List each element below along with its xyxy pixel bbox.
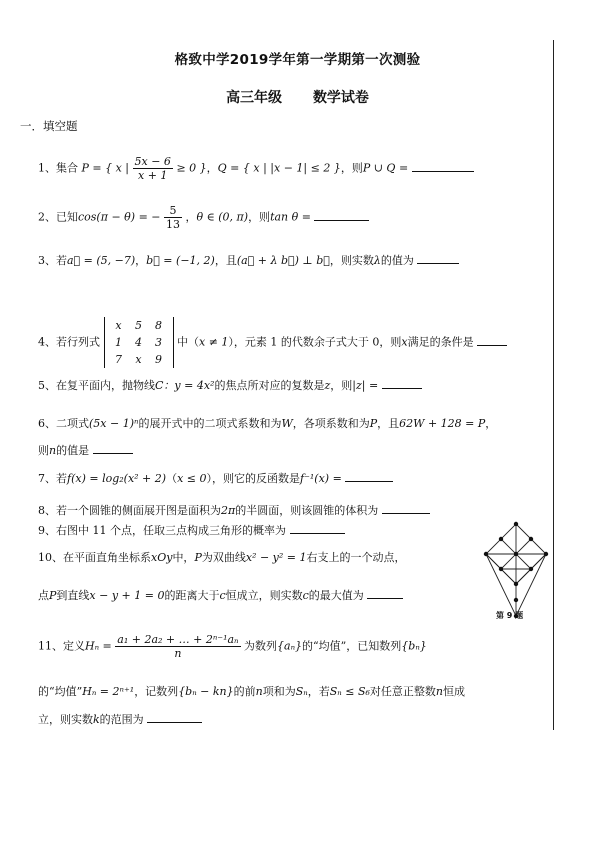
figure-point (529, 567, 533, 571)
question-text: 恒成立，则实数 (225, 589, 303, 602)
question-text: 在平面直角坐标系 (63, 551, 151, 564)
question-number: 7、 (38, 472, 56, 485)
question-text: ），则它的反函数是 (206, 472, 300, 485)
question-text: 为数列 (244, 639, 278, 653)
question-text: ，若 (307, 685, 330, 698)
figure-point (499, 567, 503, 571)
question-number: 9、 (38, 524, 56, 537)
figure-point (499, 537, 503, 541)
question-text: 立，则实数 (38, 713, 93, 726)
question-text: 项和为 (262, 685, 296, 698)
answer-blank[interactable] (290, 523, 345, 534)
question-number: 6、 (38, 417, 56, 430)
question-number: 4、 (38, 335, 56, 349)
question-text: 的焦点所对应的复数是 (214, 379, 325, 392)
question-text: 若 (56, 472, 67, 485)
math-expression: xOy (151, 551, 173, 564)
question-11-line-3 (38, 711, 202, 727)
answer-blank[interactable] (367, 588, 403, 599)
figure-point (544, 552, 548, 556)
math-expression: {bₙ} (401, 639, 427, 653)
math-expression: ≥ 0 } (176, 161, 207, 175)
question-text: ， (185, 210, 197, 224)
question-text: 到直线 (56, 589, 90, 602)
math-expression: θ ∈ (0, π) (196, 210, 249, 224)
fraction (133, 155, 173, 182)
math-expression: Hₙ = 2ⁿ⁺¹ (82, 685, 135, 698)
math-symbol: k (93, 713, 100, 726)
math-expression: x² − y² = 1 (245, 551, 307, 564)
math-expression: Sₙ ≤ S₆ (329, 685, 370, 698)
det-cell: 4 (135, 336, 142, 349)
question-text: 集合 (56, 161, 78, 175)
answer-blank[interactable] (382, 503, 430, 514)
math-expression: x − y + 1 = 0 (89, 589, 165, 602)
question-text: ，则 (330, 379, 353, 392)
det-cell: 8 (155, 319, 162, 332)
math-symbol: Sₙ (295, 685, 308, 698)
math-symbol: z (324, 379, 331, 392)
det-cell: x (135, 353, 142, 366)
question-text: 对任意正整数 (369, 685, 436, 698)
answer-blank[interactable] (147, 712, 202, 723)
figure-point (514, 598, 518, 602)
math-symbol: P (194, 551, 202, 564)
question-number: 1、 (38, 161, 56, 175)
question-text: 则 (38, 444, 49, 457)
math-expression: f⁻¹(x) = (300, 472, 342, 485)
question-11 (38, 633, 427, 660)
margin-rule (553, 40, 554, 730)
question-text: 的展开式中的二项式系数和为 (138, 417, 282, 430)
question-text: 右支上的一个动点， (306, 551, 406, 564)
question-text: ， (206, 161, 218, 175)
question-text: 为双曲线 (201, 551, 246, 564)
math-expression: C：y = 4x² (155, 379, 215, 392)
question-text: （ (166, 472, 178, 485)
math-expression: |z| = (352, 379, 379, 392)
question-number: 11、 (38, 639, 63, 653)
math-expression: b⃗ = (−1, 2) (146, 254, 215, 267)
math-expression: x ≤ 0 (177, 472, 207, 485)
det-cell: x (115, 319, 122, 332)
math-expression: (5x − 1)ⁿ (89, 417, 139, 430)
question-text: 满足的条件是 (407, 335, 474, 349)
question-text: 若 (56, 254, 67, 267)
question-text: 已知 (56, 210, 78, 224)
question-7 (38, 470, 393, 486)
answer-blank[interactable] (345, 471, 393, 482)
answer-blank[interactable] (477, 335, 507, 346)
math-expression: x ≠ 1 (199, 335, 229, 349)
exam-title: 格致中学2019学年第一学期第一次测验 (174, 52, 421, 68)
math-symbol: n (435, 685, 443, 698)
math-symbol: c (302, 589, 309, 602)
fraction-denominator: x + 1 (138, 169, 168, 182)
question-number: 10、 (38, 551, 63, 564)
math-expression: Q = { x | |x − 1| ≤ 2 } (217, 161, 341, 175)
figure-point (514, 522, 518, 526)
question-text: ，则实数 (329, 254, 374, 267)
question-6 (38, 415, 496, 431)
answer-blank[interactable] (314, 210, 369, 221)
question-text: ，且 (377, 417, 400, 430)
fraction-denominator: 13 (166, 218, 180, 231)
question-5 (38, 377, 422, 393)
question-text: ， (485, 417, 497, 430)
exam-subtitle (0, 87, 595, 107)
section-heading: 一．填空题 (20, 119, 78, 133)
answer-blank[interactable] (93, 443, 133, 454)
math-symbol: n (255, 685, 263, 698)
answer-blank[interactable] (382, 378, 422, 389)
answer-blank[interactable] (417, 253, 459, 264)
question-number: 5、 (38, 379, 56, 392)
det-cell: 9 (155, 353, 162, 366)
question-8 (38, 502, 430, 518)
question-text: ，记数列 (134, 685, 179, 698)
math-symbol: λ (373, 254, 381, 267)
triangle-points-figure (480, 518, 552, 624)
math-expression: a⃗ = (5, −7) (67, 254, 136, 267)
math-symbol: x (401, 335, 408, 349)
question-text: 的距离大于 (164, 589, 220, 602)
math-expression: f(x) = log₂(x² + 2) (67, 472, 167, 485)
fraction (115, 633, 240, 660)
question-3 (38, 252, 459, 268)
figure-point (514, 552, 518, 556)
answer-blank[interactable] (412, 161, 474, 172)
math-expression: {bₙ − kn} (178, 685, 234, 698)
question-text: 在复平面内，抛物线 (56, 379, 155, 392)
figure-point (514, 582, 518, 586)
question-10 (38, 549, 406, 565)
fraction-denominator: n (174, 647, 182, 660)
question-number: 3、 (38, 254, 56, 267)
math-expression: 2π (221, 504, 236, 517)
math-symbol: P (49, 589, 57, 602)
question-1 (38, 155, 474, 182)
question-10-line-2 (38, 587, 403, 603)
question-text: 的“均值” (38, 685, 83, 698)
fraction-numerator: 5x − 6 (134, 155, 171, 168)
question-text: 若一个圆锥的侧面展开图是面积为 (56, 504, 221, 517)
question-text: 二项式 (56, 417, 89, 430)
question-6-line-2 (38, 442, 133, 458)
question-text: 的值为 (380, 254, 414, 267)
question-text: 的值是 (56, 444, 90, 457)
math-expression: Hₙ = (85, 639, 112, 653)
figure-point (529, 537, 533, 541)
determinant (104, 317, 174, 368)
question-text: 右图中 11 个点，任取三点构成三角形的概率为 (56, 524, 286, 537)
question-text: 中（ (177, 335, 199, 349)
subject-label: 数学试卷 (312, 90, 369, 106)
question-number: 2、 (38, 210, 56, 224)
question-2 (38, 204, 369, 231)
math-expression: P = { x | (81, 161, 133, 175)
question-text: 的半圆面，则该圆锥的体积为 (235, 504, 379, 517)
math-expression: cos(π − θ) = − (78, 210, 161, 224)
question-text: ，则 (248, 210, 271, 224)
question-text: ，则 (340, 161, 363, 175)
question-text: 点 (38, 589, 49, 602)
question-text: ， (135, 254, 147, 267)
question-text: ，各项系数和为 (292, 417, 370, 430)
question-number: 8、 (38, 504, 56, 517)
question-text: 中， (172, 551, 195, 564)
figure-point (484, 552, 488, 556)
question-text: 的最大值为 (308, 589, 364, 602)
question-text: 恒成 (443, 685, 465, 698)
grade-label: 高三年级 (226, 90, 283, 106)
math-expression: P ∪ Q = (362, 161, 409, 175)
fraction (164, 204, 182, 231)
question-9 (38, 522, 345, 538)
figure-lines (486, 524, 546, 616)
question-text: 的范围为 (99, 713, 144, 726)
math-expression: {aₙ} (277, 639, 303, 653)
fraction-numerator: 5 (164, 204, 182, 218)
det-cell: 7 (115, 353, 122, 366)
question-text: 的前 (233, 685, 256, 698)
question-text: ，且 (214, 254, 237, 267)
math-symbol: c (219, 589, 226, 602)
question-text: 若行列式 (56, 335, 100, 349)
det-cell: 3 (155, 336, 162, 349)
question-text: 定义 (63, 639, 85, 653)
math-symbol: n (49, 444, 57, 457)
det-cell: 5 (135, 319, 142, 332)
figure-caption: 第 9 题 (496, 611, 524, 620)
question-text: 的“均值”，已知数列 (302, 639, 402, 653)
det-cell: 1 (115, 336, 122, 349)
question-text: ），元素 1 的代数余子式大于 0，则 (228, 335, 402, 349)
question-4 (38, 317, 507, 368)
fraction-numerator: a₁ + 2a₂ + … + 2ⁿ⁻¹aₙ (117, 633, 239, 646)
math-symbol: W (281, 417, 293, 430)
math-expression: 62W + 128 = P (399, 417, 486, 430)
math-symbol: P (369, 417, 378, 430)
math-expression: tan θ = (270, 210, 311, 224)
question-11-line-2 (38, 683, 465, 699)
math-expression: (a⃗ + λ b⃗) ⊥ b⃗ (236, 254, 330, 267)
